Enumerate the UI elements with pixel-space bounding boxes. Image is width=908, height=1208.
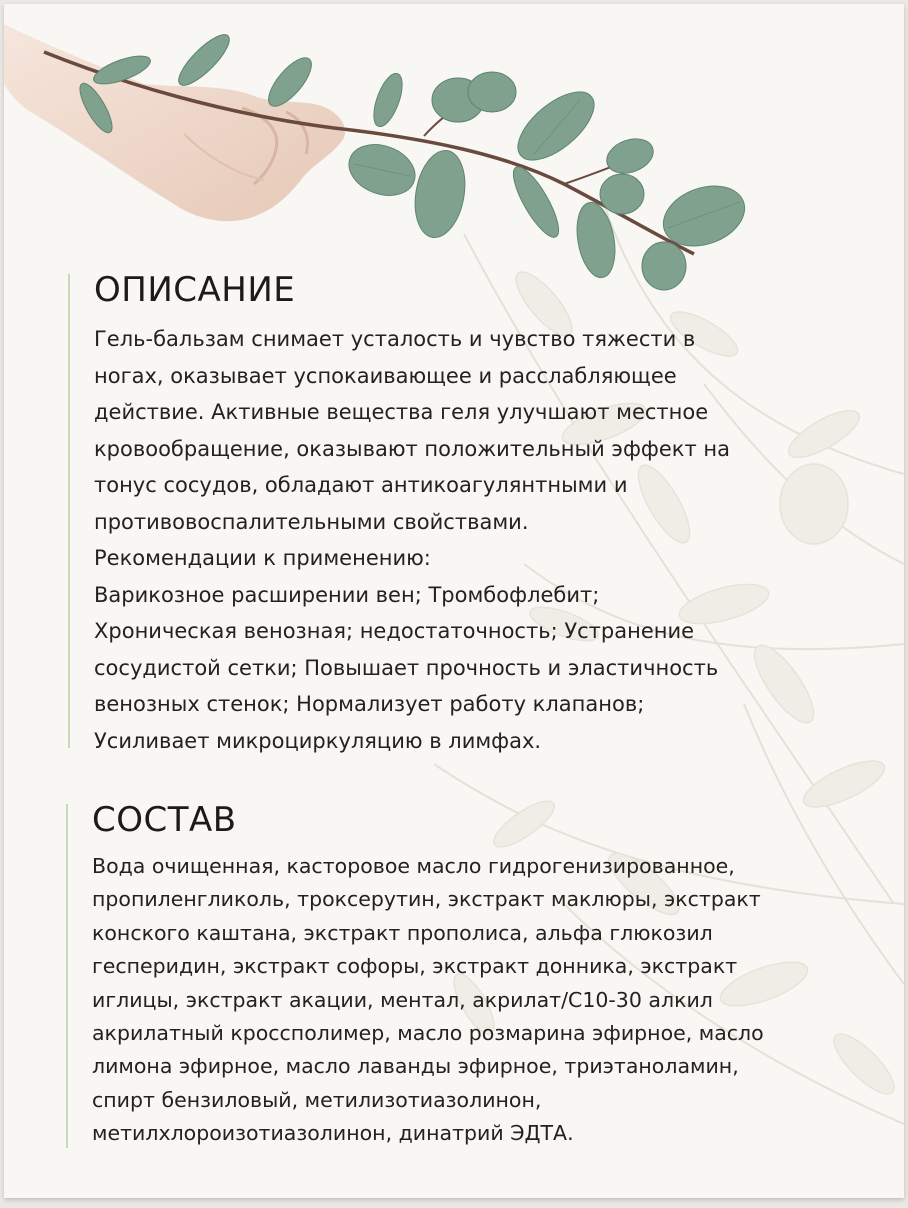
description-line: действие. Активные вещества геля улучшают местное [94, 400, 709, 424]
composition-line: конского каштана, экстракт прополиса, альфа глюкозил [92, 920, 713, 945]
description-heading: ОПИСАНИЕ [94, 270, 296, 310]
description-line: противовоспалительными свойствами. [94, 509, 529, 534]
description-line: Варикозное расширении вен; Тромбофлебит; [94, 582, 600, 607]
composition-line: Вода очищенная, касторовое масло гидрогенизированное, [92, 854, 735, 878]
description-text [94, 321, 834, 759]
composition-text [92, 850, 852, 1151]
description-section [68, 270, 830, 753]
composition-line: пропиленгликоль, троксерутин, экстракт маклюры, экстракт [92, 887, 761, 912]
composition-line: акрилатный кроссполимер, масло розмарина эфирное, масло [92, 1021, 764, 1046]
description-line: тонус сосудов, обладают антикоагулянтными и [94, 473, 628, 497]
composition-line: гесперидин, экстракт софоры, экстракт донника, экстракт [92, 954, 738, 979]
description-line: Гель-бальзам снимает усталость и чувство тяжести в [94, 327, 696, 351]
description-line: кровообращение, оказывают положительный эффект на [94, 436, 730, 461]
composition-line: иглицы, экстракт акации, ментал, акрилат/С10-30 алкил [92, 987, 713, 1012]
composition-line: спирт бензиловый, метилизотиазолинон, [92, 1087, 542, 1112]
product-description-card [4, 4, 904, 1198]
description-line: венозных стенок; Нормализует работу клапанов; [94, 692, 645, 716]
description-line: Усиливает микроциркуляцию в лимфах. [94, 728, 542, 753]
composition-line: метилхлороизотиазолинон, динатрий ЭДТА. [92, 1121, 574, 1146]
hand-with-eucalyptus-icon [4, 4, 764, 304]
description-line: Рекомендации к применению: [94, 546, 431, 570]
composition-section [66, 800, 848, 1148]
composition-line: лимона эфирное, масло лаванды эфирное, триэтаноламин, [92, 1054, 739, 1079]
composition-heading: СОСТАВ [92, 800, 237, 840]
description-line: ногах, оказывает успокаивающее и расслабляющее [94, 363, 677, 388]
description-line: Хроническая венозная; недостаточность; Устранение [94, 619, 695, 643]
description-line: сосудистой сетки; Повышает прочность и эластичность [94, 655, 719, 680]
